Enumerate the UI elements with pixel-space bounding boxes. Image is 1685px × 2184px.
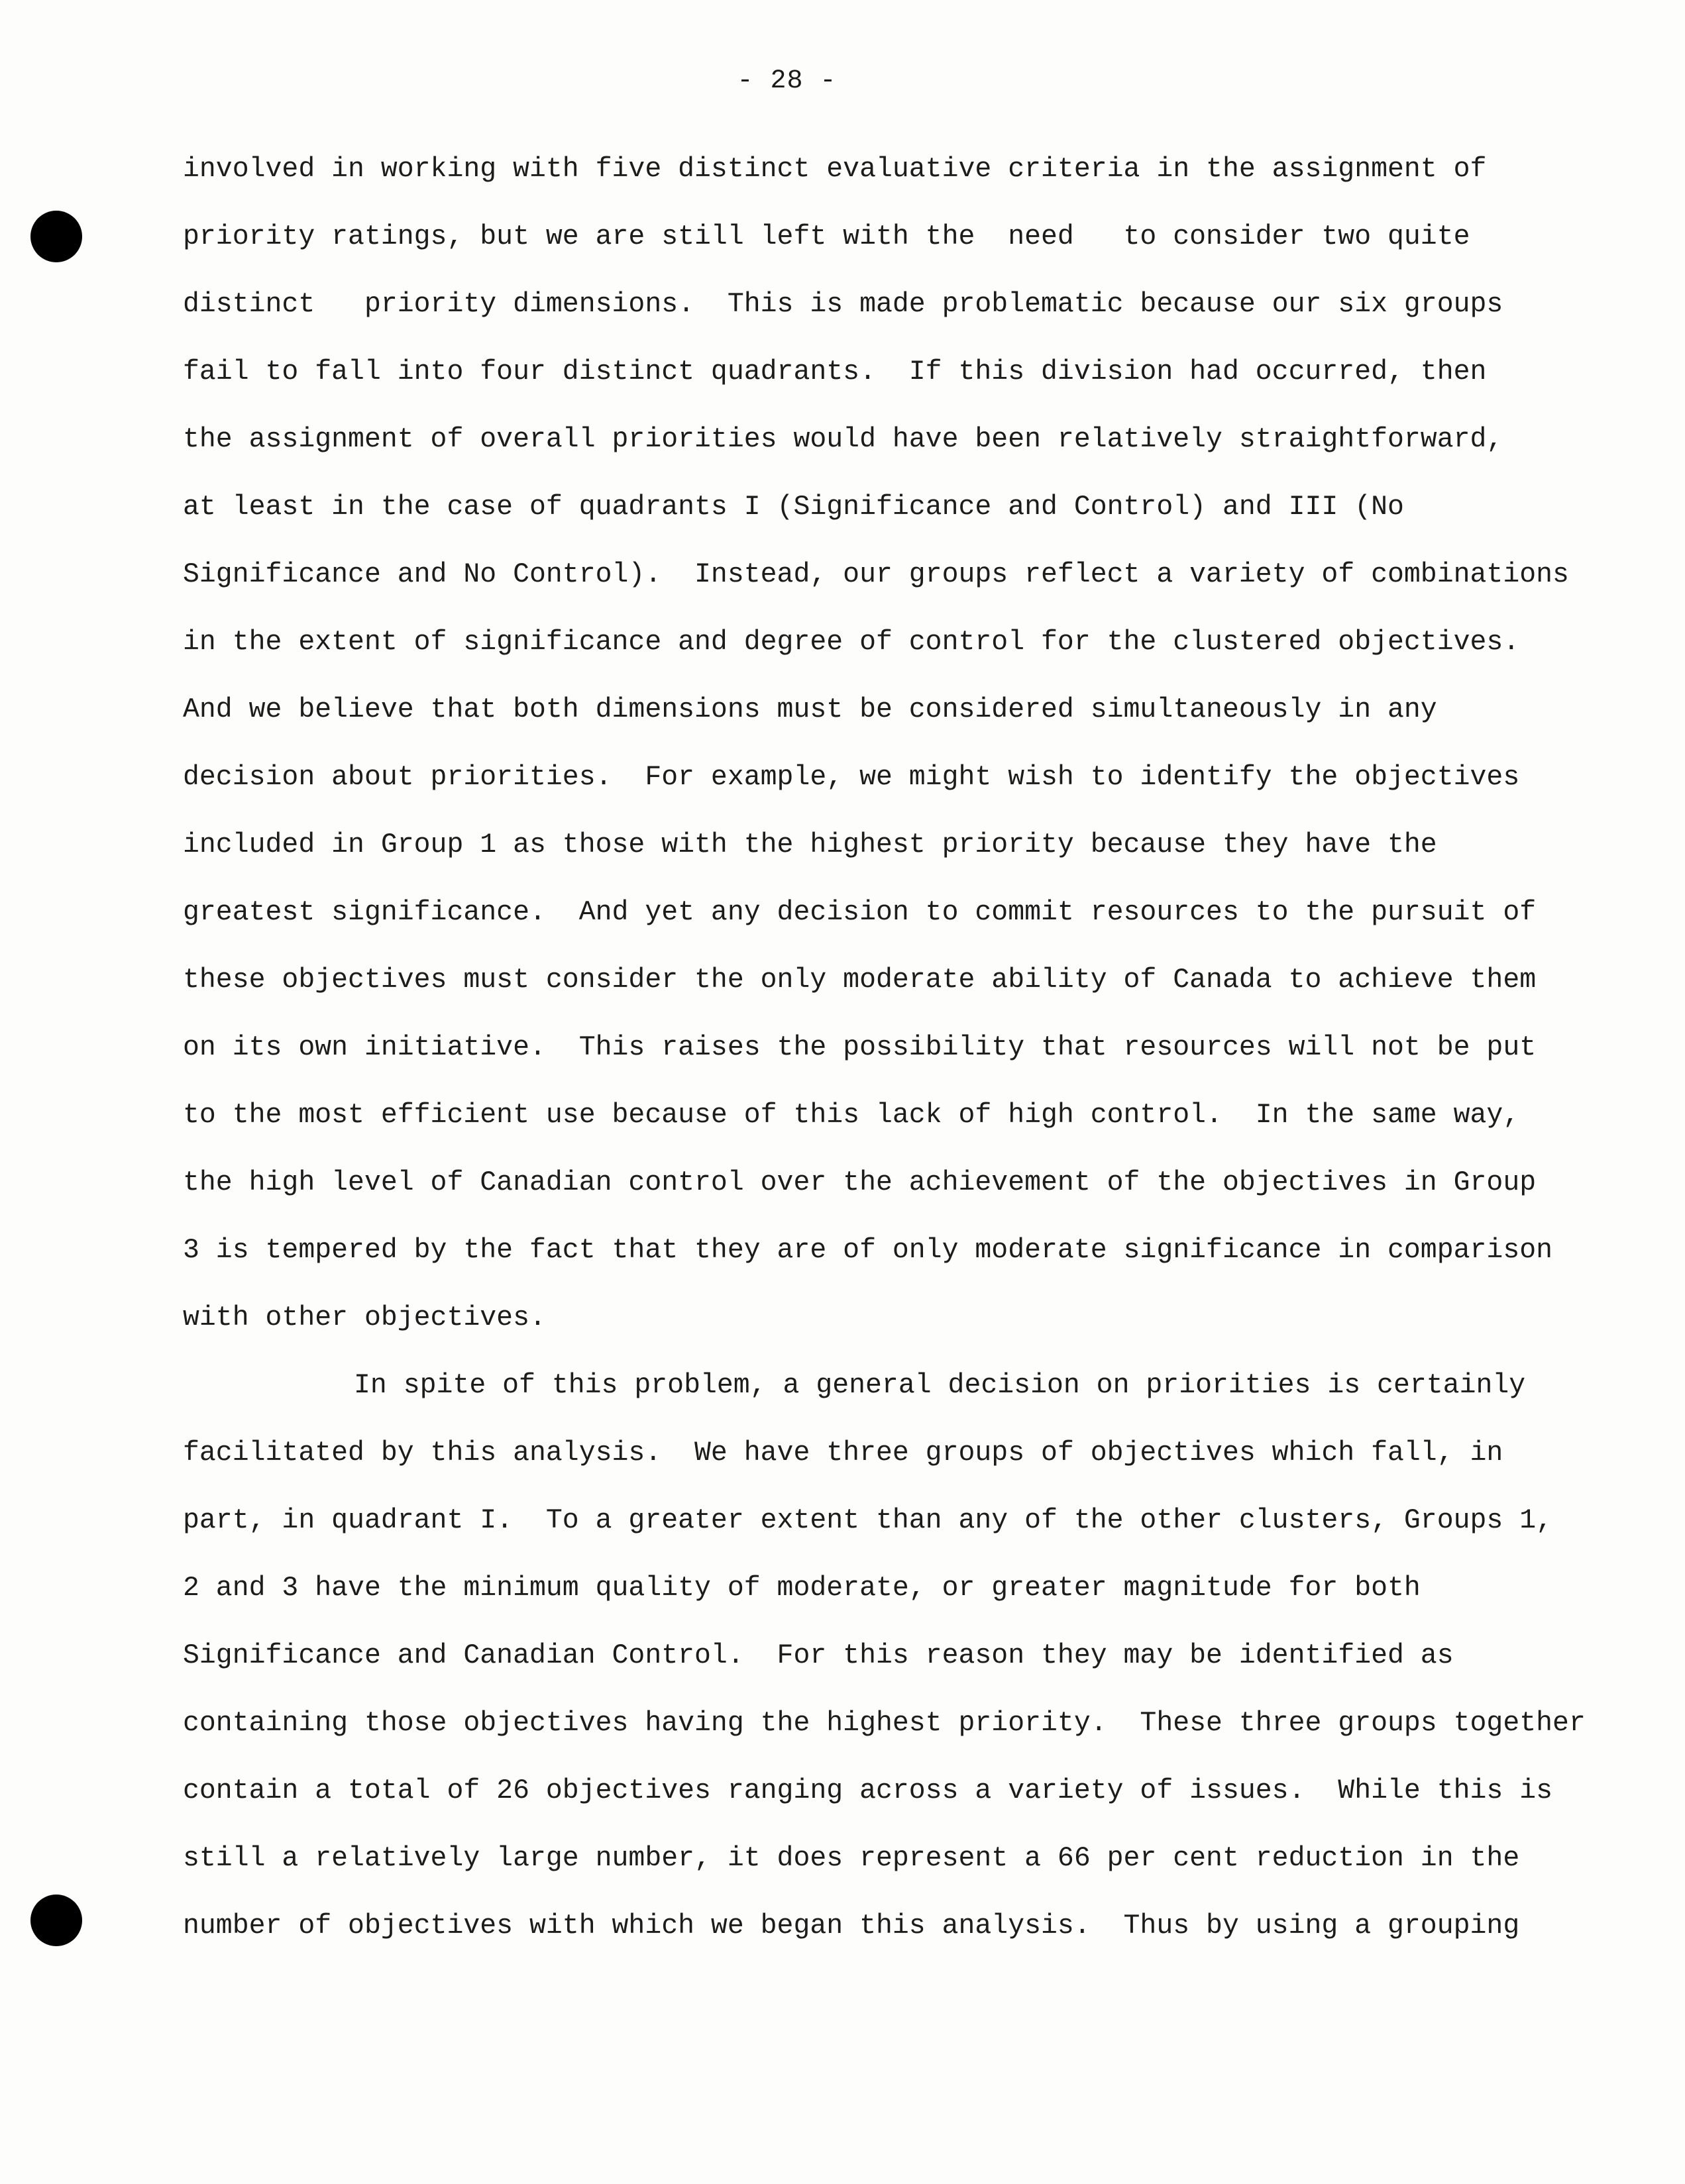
text-line: on its own initiative. This raises the possibility that resources will not be put <box>183 1032 1537 1063</box>
text-line: facilitated by this analysis. We have three groups of objectives which fall, in <box>183 1437 1503 1469</box>
text-line: number of objectives with which we began this analysis. Thus by using a grouping <box>183 1910 1520 1942</box>
text-line: still a relatively large number, it does represent a 66 per cent reduction in the <box>183 1843 1520 1874</box>
page-number: - 28 - <box>737 66 837 96</box>
text-line: with other objectives. <box>183 1302 546 1333</box>
text-line: decision about priorities. For example, we might wish to identify the objectives <box>183 762 1520 793</box>
text-line: contain a total of 26 objectives ranging across a variety of issues. While this is <box>183 1775 1553 1806</box>
text-line: priority ratings, but we are still left with the need to consider two quite <box>183 221 1470 252</box>
text-line: Significance and Canadian Control. For this reason they may be identified as <box>183 1640 1454 1671</box>
text-line: And we believe that both dimensions must be considered simultaneously in any <box>183 694 1437 725</box>
text-line: greatest significance. And yet any decision to commit resources to the pursuit of <box>183 897 1537 928</box>
punch-hole-bottom <box>30 1895 82 1946</box>
text-line: in the extent of significance and degree of control for the clustered objectives. <box>183 627 1520 658</box>
text-line: Significance and No Control). Instead, our groups reflect a variety of combinations <box>183 559 1569 590</box>
text-line: these objectives must consider the only moderate ability of Canada to achieve them <box>183 964 1537 996</box>
text-line: the assignment of overall priorities would have been relatively straightforward, <box>183 424 1503 455</box>
paragraph-2 <box>183 1352 1614 1960</box>
text-line: 3 is tempered by the fact that they are of only moderate significance in comparison <box>183 1235 1553 1266</box>
paragraph-1 <box>183 136 1614 1352</box>
text-line: fail to fall into four distinct quadrants. If this division had occurred, then <box>183 356 1487 388</box>
text-line: distinct priority dimensions. This is made problematic because our six groups <box>183 289 1503 320</box>
body-text <box>183 136 1614 1960</box>
text-line: to the most efficient use because of this lack of high control. In the same way, <box>183 1100 1520 1131</box>
text-line: included in Group 1 as those with the highest priority because they have the <box>183 829 1437 860</box>
text-line: containing those objectives having the highest priority. These three groups together <box>183 1708 1586 1739</box>
text-line: In spite of this problem, a general decision on priorities is certainly <box>354 1370 1526 1401</box>
text-line: part, in quadrant I. To a greater extent than any of the other clusters, Groups 1, <box>183 1505 1553 1536</box>
punch-hole-top <box>30 211 82 262</box>
text-line: involved in working with five distinct evaluative criteria in the assignment of <box>183 154 1487 185</box>
text-line: the high level of Canadian control over the achievement of the objectives in Group <box>183 1167 1537 1198</box>
text-line: at least in the case of quadrants I (Significance and Control) and III (No <box>183 492 1404 523</box>
text-line: 2 and 3 have the minimum quality of moderate, or greater magnitude for both <box>183 1573 1421 1604</box>
